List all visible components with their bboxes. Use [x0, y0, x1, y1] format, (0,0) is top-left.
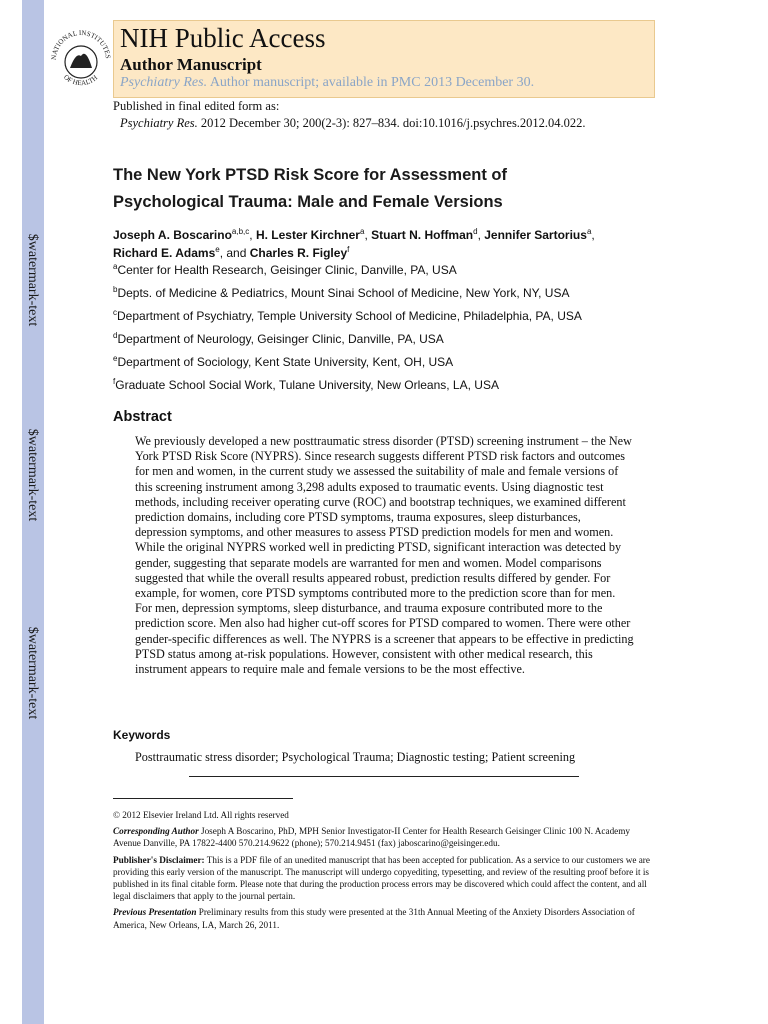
- keywords-heading: Keywords: [113, 728, 171, 742]
- watermark: [12, 400, 52, 550]
- author-separator: , and: [219, 246, 250, 260]
- published-label: Published in final edited form as:: [113, 99, 280, 113]
- published-citation: [113, 115, 586, 132]
- author: [113, 228, 256, 242]
- author-name: H. Lester Kirchner: [255, 228, 360, 242]
- banner-title: NIH Public Access: [120, 23, 326, 53]
- affiliation-list: [113, 262, 673, 400]
- author-separator: ,: [591, 228, 595, 242]
- banner-availability: [120, 75, 534, 91]
- author-sup: a: [586, 227, 592, 236]
- author-name: Joseph A. Boscarino: [113, 228, 232, 242]
- author-list: [113, 226, 673, 262]
- author-separator: ,: [249, 228, 256, 242]
- affiliation-text: Department of Neurology, Geisinger Clinic, Danville, PA, USA: [117, 332, 444, 346]
- title-line: The New York PTSD Risk Score for Assessment of: [113, 166, 507, 184]
- affiliation-sup: e: [113, 354, 118, 363]
- affiliation-sup: a: [113, 262, 118, 271]
- abstract-heading: Abstract: [113, 409, 172, 425]
- author-sup: f: [347, 245, 350, 254]
- footnotes: [113, 809, 653, 935]
- corresponding-author: [113, 825, 653, 849]
- author-sup: a: [359, 227, 365, 236]
- article-title: [113, 162, 673, 216]
- author-sup: e: [215, 245, 220, 254]
- author: [484, 228, 595, 242]
- corr-text: Joseph A Boscarino, PhD, MPH Senior Investigator-II Center for Health Research Geisinger Clinic 100 N. Academy Avenue Danville, PA 17822-4400 570.214.9622 (phone); 570.214.9451 (fax) jaboscarino@geisinger.edu.: [113, 826, 630, 849]
- affiliation: [113, 377, 673, 400]
- affiliation: [113, 262, 673, 285]
- nih-banner: [113, 20, 655, 98]
- author-sup: a,b,c: [231, 227, 250, 236]
- watermark-text: $watermark-text: [25, 626, 40, 720]
- publisher-disclaimer: [113, 854, 653, 903]
- affiliation: [113, 285, 673, 308]
- watermark-text: $watermark-text: [25, 428, 40, 522]
- author-name: Richard E. Adams: [113, 246, 216, 260]
- seal-emblem-icon: [70, 54, 92, 68]
- affiliation: [113, 308, 673, 331]
- corr-label: Corresponding Author: [113, 826, 199, 837]
- banner-journal: Psychiatry Res.: [120, 75, 208, 90]
- affiliation-sup: b: [113, 285, 118, 294]
- keywords-text: Posttraumatic stress disorder; Psychological Trauma; Diagnostic testing; Patient screening: [135, 750, 576, 764]
- watermark: [12, 205, 52, 355]
- affiliation-text: Depts. of Medicine & Pediatrics, Mount Sinai School of Medicine, New York, NY, USA: [117, 286, 570, 300]
- author: [371, 228, 484, 242]
- affiliation-sup: f: [113, 377, 116, 386]
- copyright-notice: © 2012 Elsevier Ireland Ltd. All rights reserved: [113, 810, 289, 820]
- author: [256, 228, 371, 242]
- author-separator: ,: [364, 228, 372, 242]
- affiliation-text: Center for Health Research, Geisinger Clinic, Danville, PA, USA: [117, 263, 457, 277]
- author-name: Jennifer Sartorius: [484, 228, 587, 242]
- published-journal: Psychiatry Res.: [120, 116, 198, 130]
- section-divider: [189, 776, 579, 777]
- author-name: Stuart N. Hoffman: [371, 228, 474, 242]
- nih-seal-logo: [46, 18, 116, 100]
- abstract-body: We previously developed a new posttraumatic stress disorder (PTSD) screening instrument – the New York PTSD Risk Score (NYPRS). Since research suggests different PTSD risk factors and outcomes for men and women, in the current study we assessed the suitability of male and female versions of this screening instrument among 3,298 adults exposed to traumatic events. Using diagnostic test methods, including receiver operating curve (ROC) and bootstrap techniques, we examined different prediction domains, including core PTSD symptoms, trauma exposures, sleep disturbances, depression symptoms, and other measures to assess PTSD prediction models for men and women. While the original NYPRS worked well in predicting PTSD, significant interaction was detected by gender, suggesting that separate models are warranted for men and women. Model comparisons suggested that while the overall results appeared robust, prediction results differed by gender. For example, for women, core PTSD symptoms contributed more to the prediction score than for men. For men, depression symptoms, sleep disturbance, and trauma exposure contributed more to the prediction score. Men also had higher cut-off scores for PTSD compared to women. There were other gender-specific differences as well. The NYPRS is a screener that appears to be effective in predicting PTSD status among at-risk populations. However, consistent with other medical research, this instrument appears to require male and female versions to be the most effective.: [135, 434, 634, 677]
- author-separator: ,: [477, 228, 485, 242]
- disclaimer-label: Publisher's Disclaimer:: [113, 854, 205, 865]
- author: [113, 246, 250, 260]
- author: [250, 246, 350, 260]
- banner-subtitle: Author Manuscript: [120, 55, 262, 74]
- affiliation-text: Graduate School Social Work, Tulane University, New Orleans, LA, USA: [115, 378, 499, 392]
- seal-text-bottom: OF HEALTH: [62, 73, 100, 88]
- previous-presentation: [113, 906, 653, 930]
- banner-availability-text: Author manuscript; available in PMC 2013 December 30.: [207, 75, 535, 90]
- author-sup: d: [473, 227, 478, 236]
- author-name: Charles R. Figley: [249, 246, 348, 260]
- affiliation: [113, 354, 673, 377]
- affiliation-sup: c: [113, 308, 117, 317]
- prev-text: Preliminary results from this study were presented at the 31th Annual Meeting of the Anxiety Disorders Association of America, New Orleans, LA, March 26, 2011.: [113, 907, 635, 930]
- seal-text-top: NATIONAL INSTITUTES: [49, 28, 112, 61]
- prev-label: Previous Presentation: [113, 907, 197, 918]
- affiliation-sup: d: [113, 331, 118, 340]
- title-line: Psychological Trauma: Male and Female Versions: [113, 193, 503, 211]
- affiliation: [113, 331, 673, 354]
- published-info: [113, 98, 586, 132]
- affiliation-text: Department of Psychiatry, Temple University School of Medicine, Philadelphia, PA, USA: [117, 309, 582, 323]
- watermark: [12, 598, 52, 748]
- watermark-text: $watermark-text: [25, 233, 40, 327]
- published-citation-text: 2012 December 30; 200(2-3): 827–834. doi:10.1016/j.psychres.2012.04.022.: [197, 116, 586, 130]
- disclaimer-text: This is a PDF file of an unedited manuscript that has been accepted for publication. As a service to our customers we are providing this early version of the manuscript. The manuscript will undergo copyediting, typesetting, and review of the resulting proof before it is published in its final citable form. Please note that during the production process errors may be discovered which could affect the content, and all legal disclaimers that apply to the journal pertain.: [113, 854, 650, 902]
- affiliation-text: Department of Sociology, Kent State University, Kent, OH, USA: [117, 355, 454, 369]
- footnote-divider: [113, 798, 293, 799]
